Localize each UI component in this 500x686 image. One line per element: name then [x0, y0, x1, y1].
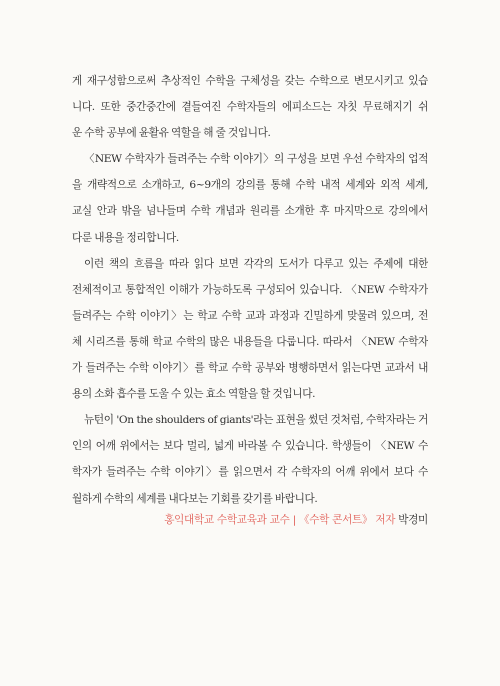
- author-affiliation: 홍익대학교 수학교육과 교수 | 《수학 콘서트》 저자: [164, 514, 396, 526]
- text-line: 월하게 수학의 세계를 내다보는 기회를 갖기를 바랍니다.: [72, 492, 318, 505]
- text-line: 용의 소화 흡수를 도울 수 있는 효소 역할을 할 것입니다.: [72, 388, 316, 401]
- text-line: 체 시리즈를 통해 학교 수학의 많은 내용들을 다룹니다. 따라서 〈NEW 수학자: [72, 335, 428, 348]
- text-line: 이런 책의 흐름을 따라 읽다 보면 각각의 도서가 다루고 있는 주제에 대한: [84, 257, 428, 270]
- body-text: [72, 68, 428, 512]
- text-line: 교실 안과 밖을 넘나들며 수학 개념과 원리를 소개한 후 마지막으로 강의에서: [72, 205, 428, 218]
- author-name: 박경미: [398, 514, 428, 526]
- text-line: 뉴턴이 'On the shoulders of giants'라는 표현을 썼던 것처럼, 수학자라는 거: [84, 414, 428, 427]
- text-line: 인의 어깨 위에서는 보다 멀리, 넓게 바라볼 수 있습니다. 학생들이 〈NEW 수: [72, 440, 428, 453]
- text-line: 게 재구성함으로써 추상적인 수학을 구체성을 갖는 수학으로 변모시키고 있습: [72, 75, 428, 87]
- text-line: 가 들려주는 수학 이야기〉를 학교 수학 공부와 병행하면서 읽는다면 교과서 내: [72, 362, 428, 375]
- text-line: 학자가 들려주는 수학 이야기〉를 읽으면서 각 수학자의 어깨 위에서 보다 수: [72, 466, 428, 479]
- text-line: 전체적이고 통합적인 이해가 가능하도록 구성되어 있습니다. 〈NEW 수학자가: [72, 283, 428, 296]
- text-line: 운 수학 공부에 윤활유 역할을 해 줄 것입니다.: [72, 127, 271, 140]
- text-line: 다룬 내용을 정리합니다.: [72, 231, 179, 244]
- text-line: 들려주는 수학 이야기〉는 학교 수학 교과 과정과 긴밀하게 맞물려 있으며, 전: [72, 309, 428, 322]
- text-line: 을 개략적으로 소개하고, 6~9개의 강의를 통해 수학 내적 세계와 외적 세계,: [72, 179, 428, 192]
- author-signature: [72, 512, 428, 528]
- text-line: 니다. 또한 중간중간에 곁들여진 수학자들의 에피소드는 자칫 무료해지기 쉬: [72, 101, 428, 114]
- text-line: 〈NEW 수학자가 들려주는 수학 이야기〉의 구성을 보면 우선 수학자의 업적: [84, 153, 428, 166]
